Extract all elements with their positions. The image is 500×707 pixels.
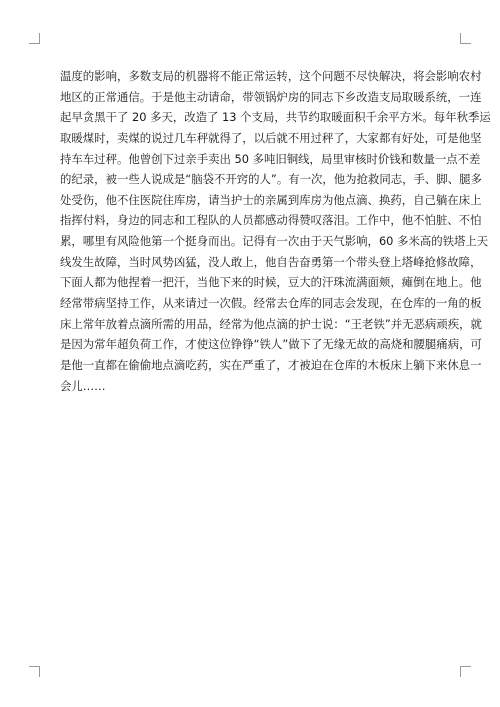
crop-mark-top-right <box>460 33 471 44</box>
text-line: 取暖煤时，卖煤的说过几车秤就得了，以后就不用过秤了，大家都有好处，可是他坚 <box>60 130 482 145</box>
text-line: 会儿…… <box>60 378 106 393</box>
text-line: 线发生故障，当时风势凶猛，没人敢上，他自告奋勇第一个带头登上塔峰抢修故障， <box>60 254 482 269</box>
text-line: 经常带病坚持工作，从来请过一次假。经常去仓库的同志会发现，在仓库的一角的板 <box>60 296 482 311</box>
text-line: 的纪录，被一些人说成是“脑袋不开窍的人”。有一次，他为抢救同志，手、脚、腿多 <box>60 172 482 187</box>
crop-mark-top-left <box>29 33 40 44</box>
text-line: 是他一直都在偷偷地点滴吃药，实在严重了，才被迫在仓库的木板床上躺下来休息一 <box>60 357 482 372</box>
text-line: 起早贪黑干了 20 多天，改造了 13 个支局，共节约取暖面积千余平方米。每年秋季运 <box>60 110 491 125</box>
crop-mark-bottom-left <box>29 666 40 677</box>
text-line: 处受伤，他不住医院住库房，请当护士的亲属到库房为他点滴、换药，自己躺在床上 <box>60 192 482 207</box>
body-paragraph <box>60 66 491 396</box>
text-line: 床上常年放着点滴所需的用品，经常为他点滴的护士说：“王老铁”并无恶病顽疾，就 <box>60 316 482 331</box>
crop-mark-bottom-right <box>460 666 471 677</box>
text-line: 地区的正常通信。于是他主动请命，带领锅炉房的同志下乡改造支局取暖系统，一连 <box>60 89 482 104</box>
text-line: 指挥付料，身边的同志和工程队的人员都感动得赞叹落泪。工作中，他不怕脏、不怕 <box>60 213 482 228</box>
text-line: 是因为常年超负荷工作，才使这位铮铮“铁人”做下了无缘无故的高烧和腰腿痛病，可 <box>60 337 482 352</box>
text-line: 温度的影响，多数支局的机器将不能正常运转，这个问题不尽快解决，将会影响农村 <box>60 69 482 83</box>
text-line: 持车车过秤。他曾创下过亲手卖出 50 多吨旧铜线，局里审核时价钱和数量一点不差 <box>60 151 481 166</box>
text-line: 累，哪里有风险他第一个挺身而出。记得有一次由于天气影响，60 多米高的铁塔上天 <box>60 234 489 249</box>
text-line: 下面人都为他捏着一把汗，当他下来的时候，豆大的汗珠流满面颊，瘫倒在地上。他 <box>60 275 482 290</box>
